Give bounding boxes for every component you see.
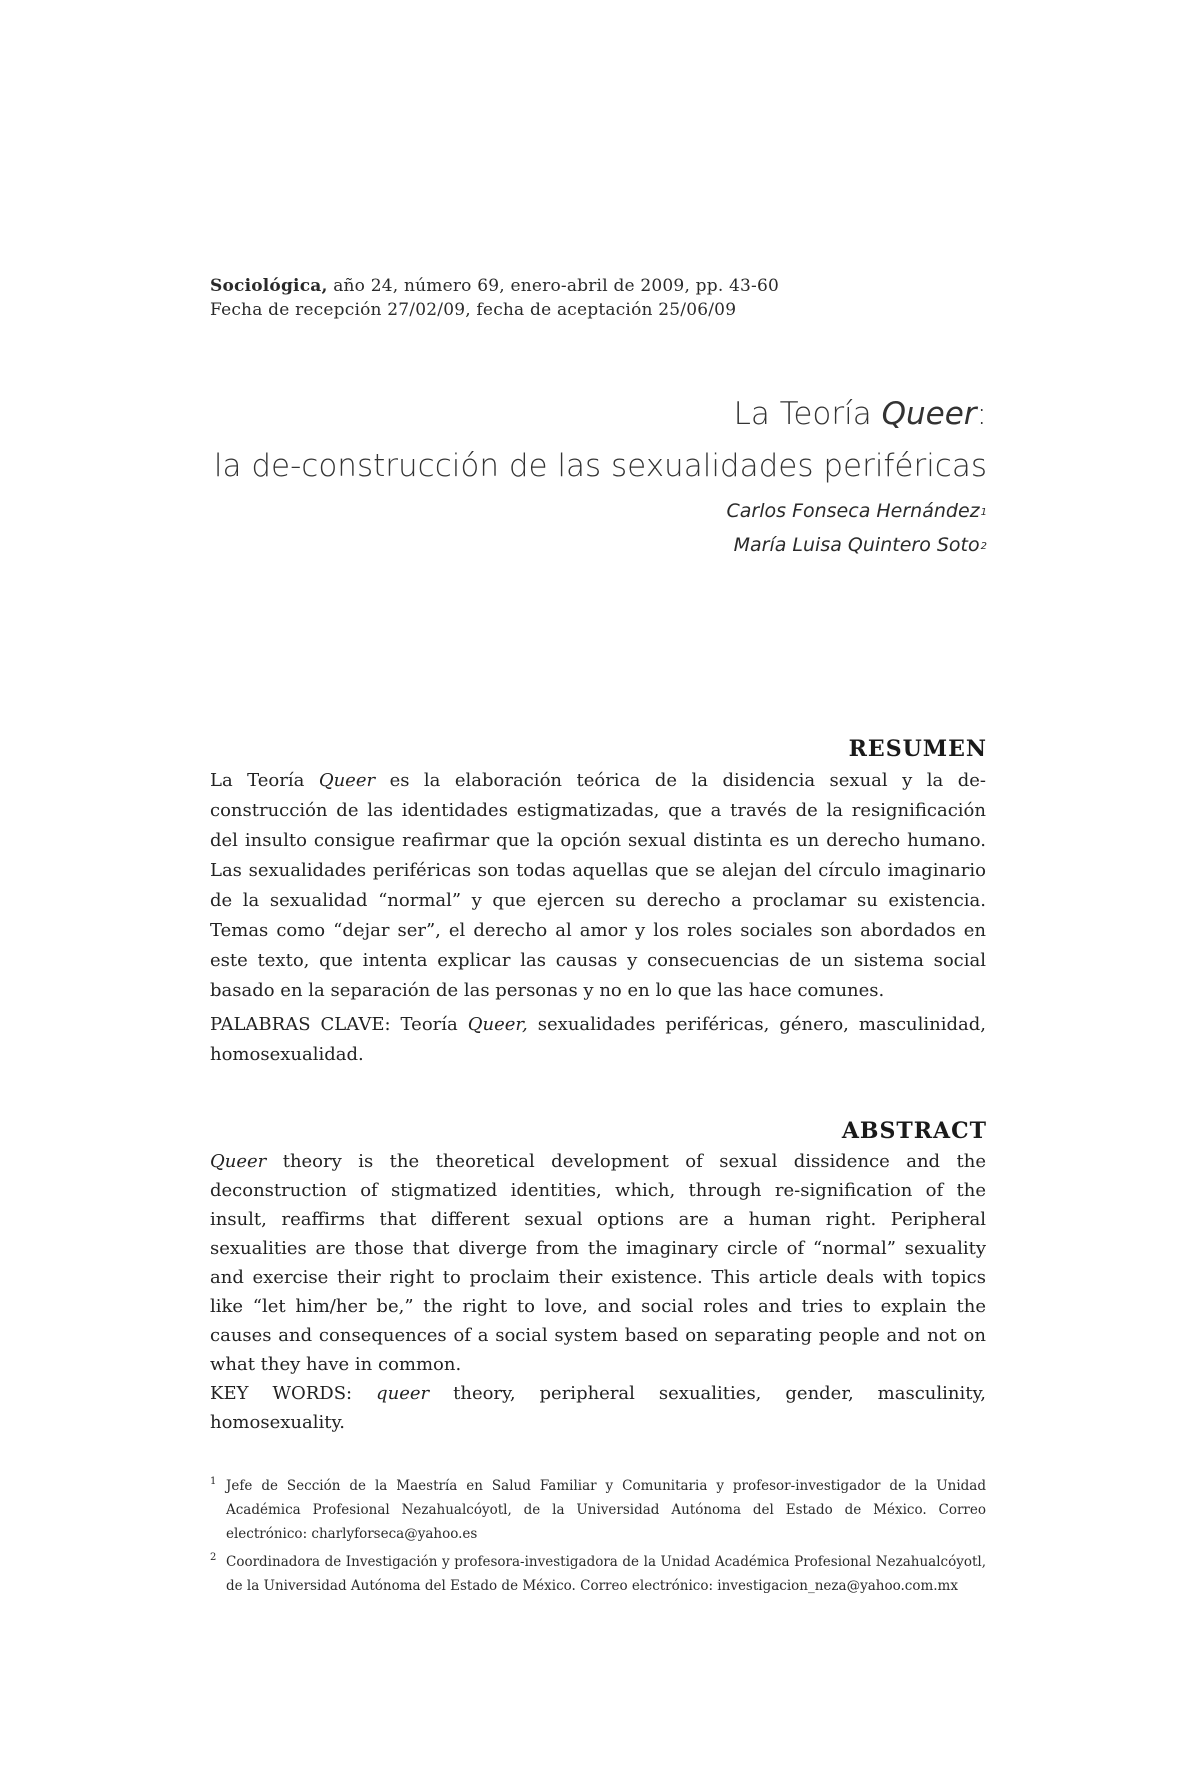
footnote-1 xyxy=(210,1474,986,1546)
footnote-text: Coordinadora de Investigación y profesora-investigadora de la Unidad Académica Profesional Nezahualcóyotl, de la Universidad Autónoma del Estado de México. Correo electrónico: investigacion_neza@yahoo.com.mx xyxy=(226,1554,986,1594)
keywords-label: KEY WORDS: xyxy=(210,1383,377,1404)
journal-header xyxy=(210,274,779,322)
resumen-italic-term: Queer xyxy=(318,770,376,791)
author-footnote-ref[interactable]: 2 xyxy=(980,541,987,552)
abstract-italic-term: Queer xyxy=(210,1151,267,1172)
resumen-keywords xyxy=(210,1010,986,1070)
abstract-keywords xyxy=(210,1379,986,1437)
resumen-heading: RESUMEN xyxy=(848,736,987,762)
keywords-list: theory, peripheral sexualities, gender, masculinity, homosexuality. xyxy=(210,1383,986,1433)
author-name: María Luisa Quintero Soto xyxy=(733,534,980,556)
title-suffix: : xyxy=(976,396,987,432)
abstract-paragraph xyxy=(210,1147,986,1379)
keywords-label: PALABRAS CLAVE: Teoría xyxy=(210,1014,468,1035)
reception-dates: Fecha de recepción 27/02/09, fecha de aceptación 25/06/09 xyxy=(210,300,737,320)
article-title-line-1 xyxy=(214,388,987,440)
resumen-text: es la elaboración teórica de la disidencia sexual y la de-construcción de las identidades estigmatizadas, que a través de la resignificación del insulto consigue reafirmar que la opción sexual distinta es un derecho humano. Las sexualidades periféricas son todas aquellas que se alejan del círculo imaginario de la sexualidad “normal” y que ejercen su derecho a proclamar su existencia. Temas como “dejar ser”, el derecho al amor y los roles sociales son abordados en este texto, que intenta explicar las causas y consecuencias de un sistema social basado en la separación de las personas y no en lo que las hace comunes. xyxy=(210,770,986,1001)
footnote-2 xyxy=(210,1550,986,1598)
article-title-line-2: la de-construcción de las sexualidades periféricas xyxy=(213,448,987,484)
title-prefix: La Teoría xyxy=(733,396,882,432)
footnote-number: 1 xyxy=(210,1476,217,1487)
title-italic: Queer xyxy=(881,396,977,432)
author-2 xyxy=(214,528,987,562)
abstract-heading: ABSTRACT xyxy=(841,1118,987,1144)
abstract-text: theory is the theoretical development of sexual dissidence and the deconstruction of stigmatized identities, which, through re-signification of the insult, reaffirms that different sexual options are a human right. Peripheral sexualities are those that diverge from the imaginary circle of “normal” sexuality and exercise their right to proclaim their existence. This article deals with topics like “let him/her be,” the right to love, and social roles and tries to explain the causes and consequences of a social system based on separating people and not on what they have in common. xyxy=(210,1151,986,1375)
keywords-italic: queer xyxy=(376,1383,430,1404)
author-footnote-ref[interactable]: 1 xyxy=(980,507,987,518)
author-1 xyxy=(214,494,987,528)
abstract-body xyxy=(210,1147,986,1437)
keywords-italic: Queer, xyxy=(467,1014,528,1035)
keywords-list: sexualidades periféricas, género, masculinidad, homosexualidad. xyxy=(210,1014,986,1065)
author-name: Carlos Fonseca Hernández xyxy=(726,500,980,522)
resumen-paragraph xyxy=(210,766,986,1006)
footnote-text: Jefe de Sección de la Maestría en Salud Familiar y Comunitaria y profesor-investigador de la Unidad Académica Profesional Nezahualcóyotl, de la Universidad Autónoma del Estado de México. Correo electrónico: charlyforseca@yahoo.es xyxy=(226,1478,986,1542)
citation-details: año 24, número 69, enero-abril de 2009, pp. 43-60 xyxy=(327,276,780,296)
footnote-number: 2 xyxy=(210,1552,217,1563)
title-block xyxy=(214,388,987,562)
resumen-text-prefix: La Teoría xyxy=(210,770,319,791)
footnotes xyxy=(210,1474,986,1602)
journal-name: Sociológica, xyxy=(210,276,328,296)
citation-line xyxy=(210,274,779,298)
resumen-body xyxy=(210,766,986,1070)
